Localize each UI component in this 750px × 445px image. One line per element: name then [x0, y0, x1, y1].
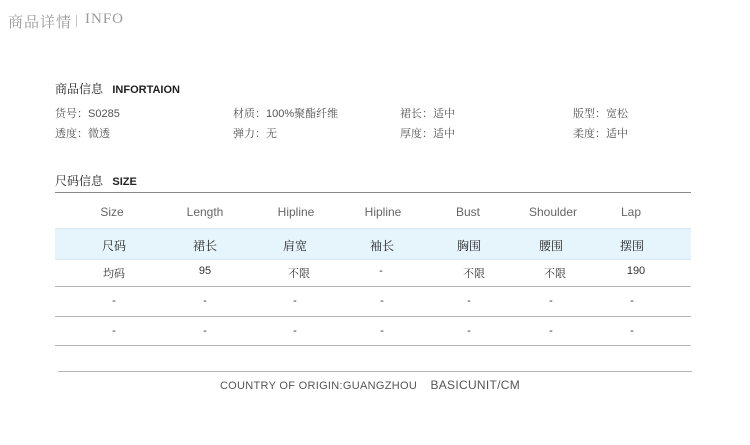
table-row	[55, 288, 691, 316]
table-cell: -	[379, 265, 383, 277]
table-cell: 95	[198, 265, 212, 277]
table-cell: -	[380, 325, 384, 337]
table-cell: 不限	[544, 268, 566, 280]
table-cell: -	[112, 295, 116, 307]
header-title-en: INFO	[85, 11, 125, 27]
info-value: 无	[266, 128, 277, 140]
size-table-header-cn	[55, 228, 691, 260]
table-header-cell: 胸围	[456, 239, 482, 253]
table-header-cell: 肩宽	[282, 239, 308, 253]
info-label: 货号：	[55, 108, 88, 120]
table-header-cell: Hipline	[364, 205, 402, 219]
info-label: 厚度：	[400, 128, 433, 140]
header-divider	[76, 15, 77, 27]
info-label: 版型：	[573, 108, 606, 120]
info-item-fit	[573, 105, 628, 121]
row-divider	[55, 345, 691, 346]
row-divider	[55, 316, 691, 317]
info-label: 材质：	[233, 108, 266, 120]
info-item-thickness	[400, 125, 455, 141]
size-info-title-cn: 尺码信息	[55, 174, 104, 188]
size-info-title-en: SIZE	[112, 176, 137, 188]
footer-origin: COUNTRY OF ORIGIN:GUANGZHOU	[219, 380, 418, 392]
table-header-cell: 裙长	[192, 239, 218, 253]
table-row	[55, 258, 691, 286]
table-row	[55, 318, 691, 346]
table-cell: 均码	[103, 268, 125, 280]
table-header-cell: Bust	[455, 205, 481, 219]
table-cell: 190	[626, 265, 646, 277]
table-header-cell: 腰围	[538, 239, 564, 253]
info-item-transparency	[55, 125, 110, 141]
info-label: 弹力：	[233, 128, 266, 140]
product-info-title-en: INFORTAION	[112, 84, 180, 96]
table-cell: -	[380, 295, 384, 307]
info-label: 柔度：	[573, 128, 606, 140]
info-item-length	[400, 105, 455, 121]
info-item-sku	[55, 105, 120, 121]
table-cell: -	[467, 295, 471, 307]
table-cell: -	[549, 295, 553, 307]
table-cell: -	[112, 325, 116, 337]
table-header-cell: Hipline	[277, 205, 315, 219]
table-cell: -	[549, 325, 553, 337]
info-label: 透度：	[55, 128, 88, 140]
table-cell: 不限	[288, 268, 310, 280]
table-cell: -	[293, 325, 297, 337]
info-item-softness	[573, 125, 628, 141]
table-header-cell: Length	[186, 205, 224, 219]
footer-rule	[58, 371, 692, 372]
info-value: 100%聚酯纤维	[266, 108, 339, 120]
product-info-title	[55, 80, 180, 97]
table-cell: -	[203, 325, 207, 337]
size-table-header-en	[55, 193, 691, 229]
info-value: 适中	[433, 108, 455, 120]
footer-unit: BASICUNIT/CM	[430, 378, 521, 392]
footer	[0, 378, 740, 392]
table-cell: -	[630, 325, 634, 337]
table-cell: -	[467, 325, 471, 337]
info-item-material	[233, 105, 338, 121]
table-cell: -	[293, 295, 297, 307]
table-header-cell: Shoulder	[528, 205, 578, 219]
table-cell: -	[203, 295, 207, 307]
product-info-title-cn: 商品信息	[55, 82, 104, 96]
size-info-title	[55, 172, 137, 189]
table-header-cell: Lap	[620, 205, 642, 219]
info-value: 适中	[433, 128, 455, 140]
table-header-cell: 尺码	[101, 239, 127, 253]
info-value: 微透	[88, 128, 110, 140]
header-title-cn: 商品详情	[8, 14, 73, 31]
info-item-elasticity	[233, 125, 277, 141]
info-value: S0285	[88, 108, 120, 120]
info-value: 宽松	[606, 108, 628, 120]
table-header-cell: Size	[100, 205, 124, 219]
info-value: 适中	[606, 128, 628, 140]
table-cell: -	[630, 295, 634, 307]
header	[0, 0, 750, 40]
table-header-cell: 摆围	[619, 239, 645, 253]
row-divider	[55, 286, 691, 287]
table-header-cell: 袖长	[369, 239, 395, 253]
table-cell: 不限	[463, 268, 485, 280]
info-label: 裙长：	[400, 108, 433, 120]
